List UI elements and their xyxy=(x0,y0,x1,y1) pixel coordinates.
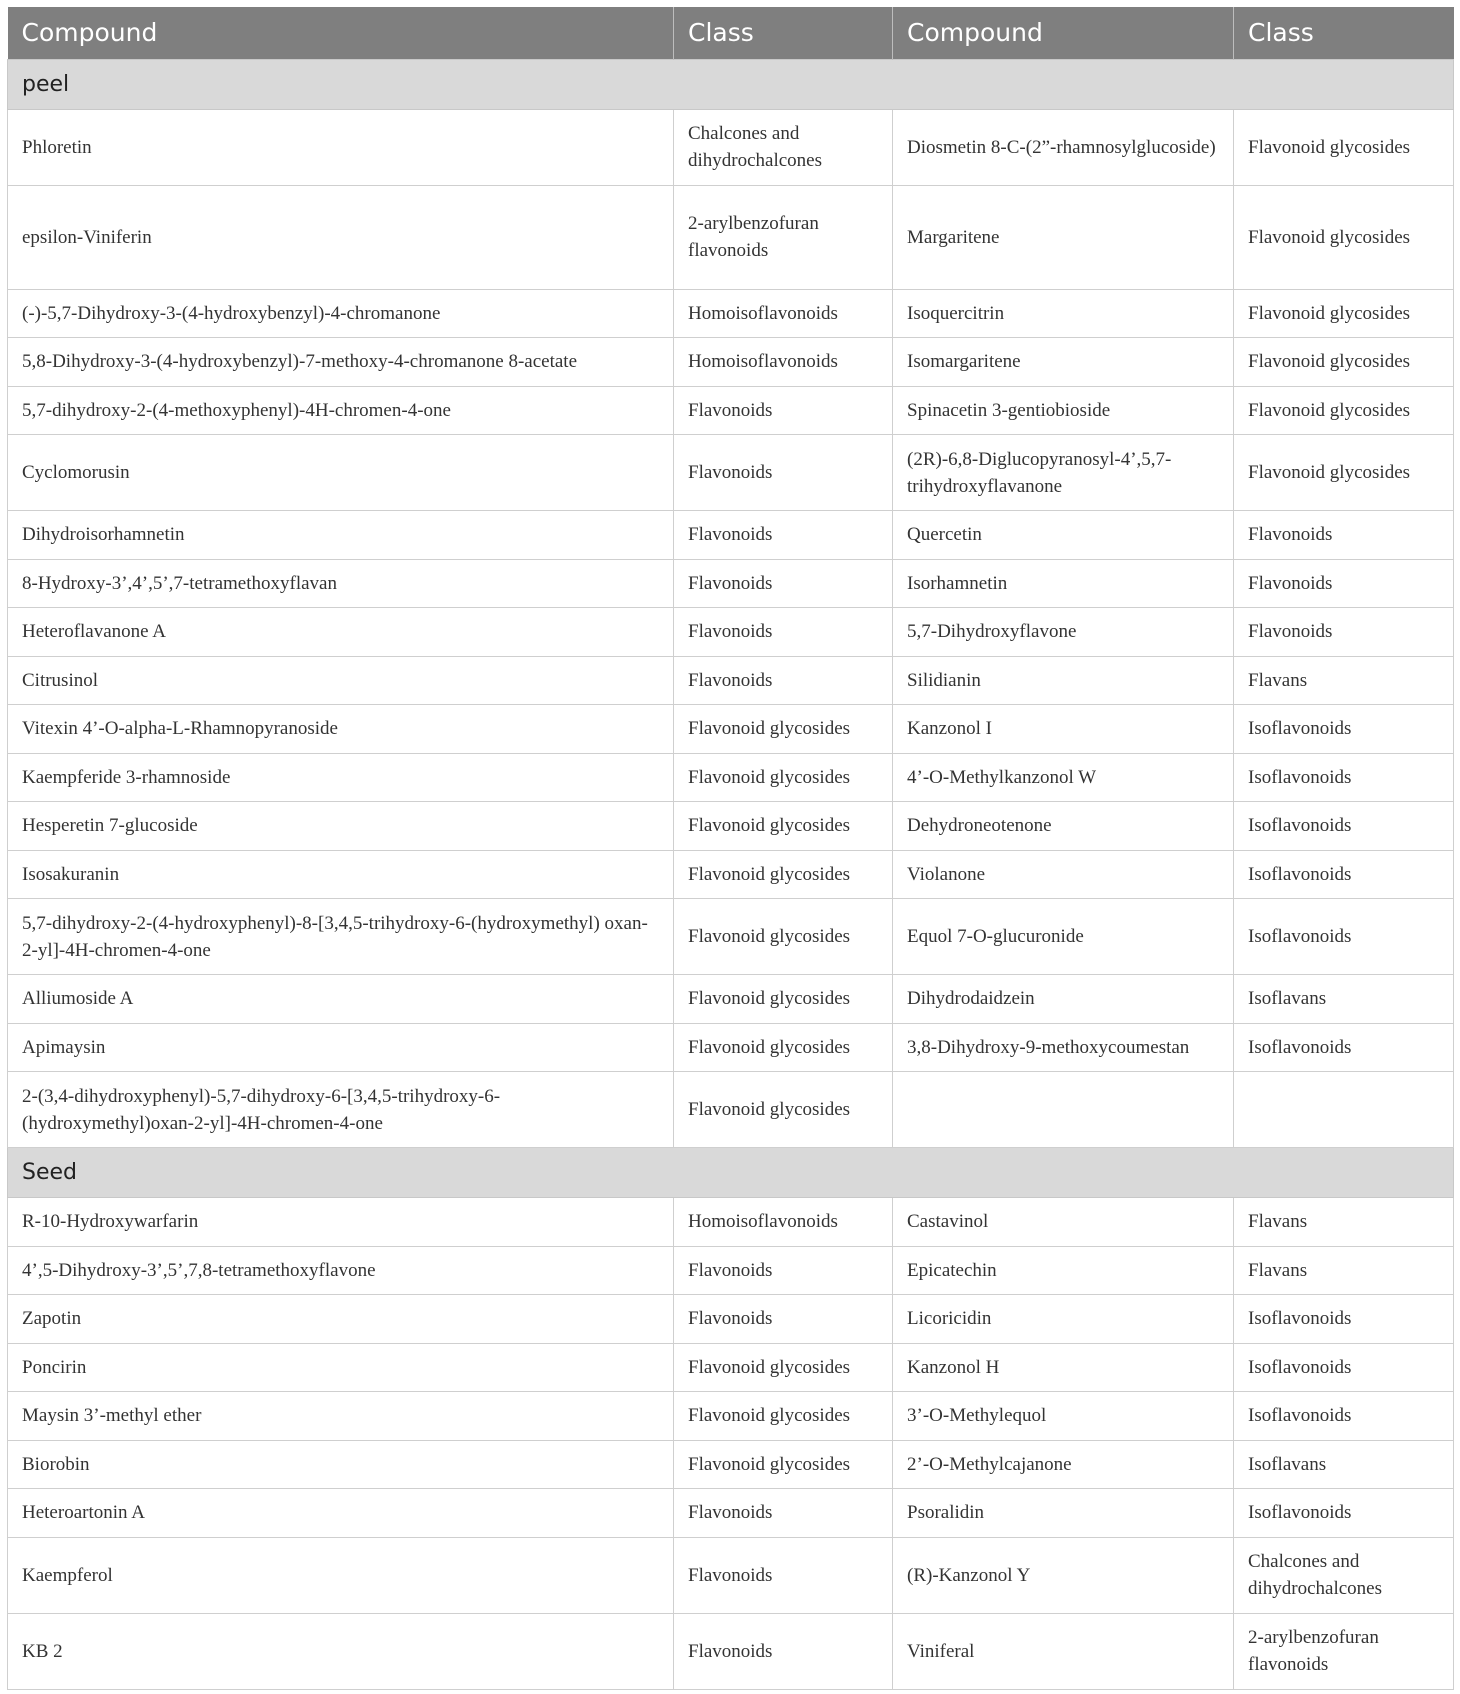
class-cell: Isoflavonoids xyxy=(1234,705,1454,754)
compound-cell xyxy=(893,1072,1234,1148)
compound-cell: 4’-O-Methylkanzonol W xyxy=(893,753,1234,802)
compound-cell: Isorhamnetin xyxy=(893,559,1234,608)
class-cell: Flavonoid glycosides xyxy=(674,975,893,1024)
compound-cell: Zapotin xyxy=(8,1295,674,1344)
class-cell: Flavonoids xyxy=(1234,511,1454,560)
compound-class-table xyxy=(7,7,1454,1690)
table-row xyxy=(8,1023,1454,1072)
class-cell: Homoisoflavonoids xyxy=(674,338,893,387)
class-cell: Flavans xyxy=(1234,656,1454,705)
table-row xyxy=(8,705,1454,754)
compound-cell: Licoricidin xyxy=(893,1295,1234,1344)
class-cell: Isoflavans xyxy=(1234,975,1454,1024)
compound-cell: 4’,5-Dihydroxy-3’,5’,7,8-tetramethoxyflavone xyxy=(8,1246,674,1295)
class-cell: Isoflavonoids xyxy=(1234,1343,1454,1392)
compound-cell: Psoralidin xyxy=(893,1489,1234,1538)
compound-cell: Kaempferide 3-rhamnoside xyxy=(8,753,674,802)
header-row xyxy=(8,7,1454,59)
compound-cell: Violanone xyxy=(893,850,1234,899)
table-row xyxy=(8,1343,1454,1392)
class-cell: Flavonoids xyxy=(1234,608,1454,657)
class-cell: Flavonoids xyxy=(674,608,893,657)
class-cell xyxy=(1234,1072,1454,1148)
class-cell: Flavonoid glycosides xyxy=(674,1440,893,1489)
compound-cell: Poncirin xyxy=(8,1343,674,1392)
compound-cell: Equol 7-O-glucuronide xyxy=(893,899,1234,975)
table-row xyxy=(8,1198,1454,1247)
compound-cell: Heteroflavanone A xyxy=(8,608,674,657)
compound-cell: 3,8-Dihydroxy-9-methoxycoumestan xyxy=(893,1023,1234,1072)
class-cell: Flavonoid glycosides xyxy=(1234,289,1454,338)
compound-cell: KB 2 xyxy=(8,1613,674,1689)
class-cell: Isoflavonoids xyxy=(1234,1489,1454,1538)
class-cell: Isoflavonoids xyxy=(1234,850,1454,899)
class-cell: Flavonoid glycosides xyxy=(1234,386,1454,435)
table-row xyxy=(8,386,1454,435)
class-cell: Flavans xyxy=(1234,1246,1454,1295)
class-cell: Isoflavonoids xyxy=(1234,1392,1454,1441)
compound-cell: Kanzonol H xyxy=(893,1343,1234,1392)
table-row xyxy=(8,802,1454,851)
class-cell: Flavans xyxy=(1234,1198,1454,1247)
compound-cell: Kanzonol I xyxy=(893,705,1234,754)
table-row xyxy=(8,185,1454,289)
table-row xyxy=(8,1440,1454,1489)
compound-cell: Isosakuranin xyxy=(8,850,674,899)
compound-cell: Epicatechin xyxy=(893,1246,1234,1295)
compound-cell: (R)-Kanzonol Y xyxy=(893,1537,1234,1613)
section-row xyxy=(8,1148,1454,1198)
header-compound-1: Compound xyxy=(8,7,674,59)
class-cell: Isoflavonoids xyxy=(1234,753,1454,802)
class-cell: Flavonoid glycosides xyxy=(674,705,893,754)
compound-cell: Isoquercitrin xyxy=(893,289,1234,338)
compound-cell: Cyclomorusin xyxy=(8,435,674,511)
class-cell: 2-arylbenzofuran flavonoids xyxy=(1234,1613,1454,1689)
compound-cell: Maysin 3’-methyl ether xyxy=(8,1392,674,1441)
compound-cell: 2-(3,4-dihydroxyphenyl)-5,7-dihydroxy-6-[3,4,5-trihydroxy-6-(hydroxymethyl)oxan-2-yl]-4H-chromen-4-one xyxy=(8,1072,674,1148)
compound-cell: Margaritene xyxy=(893,185,1234,289)
table-row xyxy=(8,559,1454,608)
table-row xyxy=(8,850,1454,899)
class-cell: Homoisoflavonoids xyxy=(674,1198,893,1247)
class-cell: Flavonoid glycosides xyxy=(674,1392,893,1441)
table-row xyxy=(8,109,1454,185)
class-cell: Flavonoids xyxy=(674,511,893,560)
class-cell: Flavonoids xyxy=(674,1246,893,1295)
compound-cell: (2R)-6,8-Diglucopyranosyl-4’,5,7-trihydroxyflavanone xyxy=(893,435,1234,511)
compound-cell: Viniferal xyxy=(893,1613,1234,1689)
table-row xyxy=(8,656,1454,705)
compound-cell: Biorobin xyxy=(8,1440,674,1489)
class-cell: Flavonoid glycosides xyxy=(674,753,893,802)
compound-cell: Alliumoside A xyxy=(8,975,674,1024)
table-row xyxy=(8,753,1454,802)
class-cell: Flavonoid glycosides xyxy=(674,1343,893,1392)
class-cell: Flavonoid glycosides xyxy=(1234,435,1454,511)
class-cell: Flavonoids xyxy=(674,1613,893,1689)
class-cell: Flavonoid glycosides xyxy=(674,1023,893,1072)
table-body xyxy=(8,59,1454,1689)
table-row xyxy=(8,1489,1454,1538)
section-title: Seed xyxy=(8,1148,1454,1198)
class-cell: Isoflavans xyxy=(1234,1440,1454,1489)
section-row xyxy=(8,59,1454,109)
class-cell: Flavonoids xyxy=(674,559,893,608)
compound-cell: Dihydrodaidzein xyxy=(893,975,1234,1024)
compound-cell: 5,8-Dihydroxy-3-(4-hydroxybenzyl)-7-methoxy-4-chromanone 8-acetate xyxy=(8,338,674,387)
compound-cell: 8-Hydroxy-3’,4’,5’,7-tetramethoxyflavan xyxy=(8,559,674,608)
class-cell: Flavonoid glycosides xyxy=(1234,185,1454,289)
table-row xyxy=(8,1537,1454,1613)
class-cell: Flavonoids xyxy=(1234,559,1454,608)
class-cell: Flavonoid glycosides xyxy=(674,899,893,975)
compound-cell: Dihydroisorhamnetin xyxy=(8,511,674,560)
table-row xyxy=(8,608,1454,657)
class-cell: Flavonoid glycosides xyxy=(674,850,893,899)
class-cell: Flavonoid glycosides xyxy=(1234,109,1454,185)
compound-cell: Heteroartonin A xyxy=(8,1489,674,1538)
section-title: peel xyxy=(8,59,1454,109)
class-cell: Flavonoids xyxy=(674,386,893,435)
table-row xyxy=(8,289,1454,338)
compound-cell: Citrusinol xyxy=(8,656,674,705)
class-cell: Flavonoid glycosides xyxy=(674,1072,893,1148)
class-cell: Flavonoids xyxy=(674,1537,893,1613)
compound-cell: Isomargaritene xyxy=(893,338,1234,387)
compound-cell: 5,7-dihydroxy-2-(4-hydroxyphenyl)-8-[3,4,5-trihydroxy-6-(hydroxymethyl) oxan-2-yl]-4H-chromen-4-one xyxy=(8,899,674,975)
compound-cell: Phloretin xyxy=(8,109,674,185)
header-class-1: Class xyxy=(674,7,893,59)
class-cell: Flavonoids xyxy=(674,435,893,511)
compound-cell: Dehydroneotenone xyxy=(893,802,1234,851)
class-cell: Flavonoids xyxy=(674,1295,893,1344)
compound-cell: 5,7-dihydroxy-2-(4-methoxyphenyl)-4H-chromen-4-one xyxy=(8,386,674,435)
class-cell: Flavonoid glycosides xyxy=(674,802,893,851)
compound-cell: R-10-Hydroxywarfarin xyxy=(8,1198,674,1247)
table-row xyxy=(8,435,1454,511)
compound-cell: Spinacetin 3-gentiobioside xyxy=(893,386,1234,435)
table-row xyxy=(8,1072,1454,1148)
compound-cell: Castavinol xyxy=(893,1198,1234,1247)
compound-cell: 5,7-Dihydroxyflavone xyxy=(893,608,1234,657)
class-cell: Chalcones and dihydrochalcones xyxy=(674,109,893,185)
class-cell: Isoflavonoids xyxy=(1234,899,1454,975)
class-cell: Isoflavonoids xyxy=(1234,802,1454,851)
header-class-2: Class xyxy=(1234,7,1454,59)
compound-cell: 2’-O-Methylcajanone xyxy=(893,1440,1234,1489)
compound-cell: epsilon-Viniferin xyxy=(8,185,674,289)
class-cell: Flavonoids xyxy=(674,656,893,705)
compound-cell: Diosmetin 8-C-(2”-rhamnosylglucoside) xyxy=(893,109,1234,185)
class-cell: Isoflavonoids xyxy=(1234,1023,1454,1072)
table-row xyxy=(8,1392,1454,1441)
table-row xyxy=(8,1613,1454,1689)
compound-cell: 3’-O-Methylequol xyxy=(893,1392,1234,1441)
compound-cell: Quercetin xyxy=(893,511,1234,560)
header-compound-2: Compound xyxy=(893,7,1234,59)
class-cell: Flavonoid glycosides xyxy=(1234,338,1454,387)
table-row xyxy=(8,1295,1454,1344)
class-cell: Chalcones and dihydrochalcones xyxy=(1234,1537,1454,1613)
table-row xyxy=(8,899,1454,975)
compound-cell: Kaempferol xyxy=(8,1537,674,1613)
compound-cell: (-)-5,7-Dihydroxy-3-(4-hydroxybenzyl)-4-chromanone xyxy=(8,289,674,338)
compound-cell: Apimaysin xyxy=(8,1023,674,1072)
class-cell: 2-arylbenzofuran flavonoids xyxy=(674,185,893,289)
compound-cell: Silidianin xyxy=(893,656,1234,705)
table-row xyxy=(8,1246,1454,1295)
class-cell: Homoisoflavonoids xyxy=(674,289,893,338)
table-row xyxy=(8,338,1454,387)
class-cell: Isoflavonoids xyxy=(1234,1295,1454,1344)
table-row xyxy=(8,975,1454,1024)
compound-cell: Vitexin 4’-O-alpha-L-Rhamnopyranoside xyxy=(8,705,674,754)
class-cell: Flavonoids xyxy=(674,1489,893,1538)
compound-cell: Hesperetin 7-glucoside xyxy=(8,802,674,851)
table-row xyxy=(8,511,1454,560)
